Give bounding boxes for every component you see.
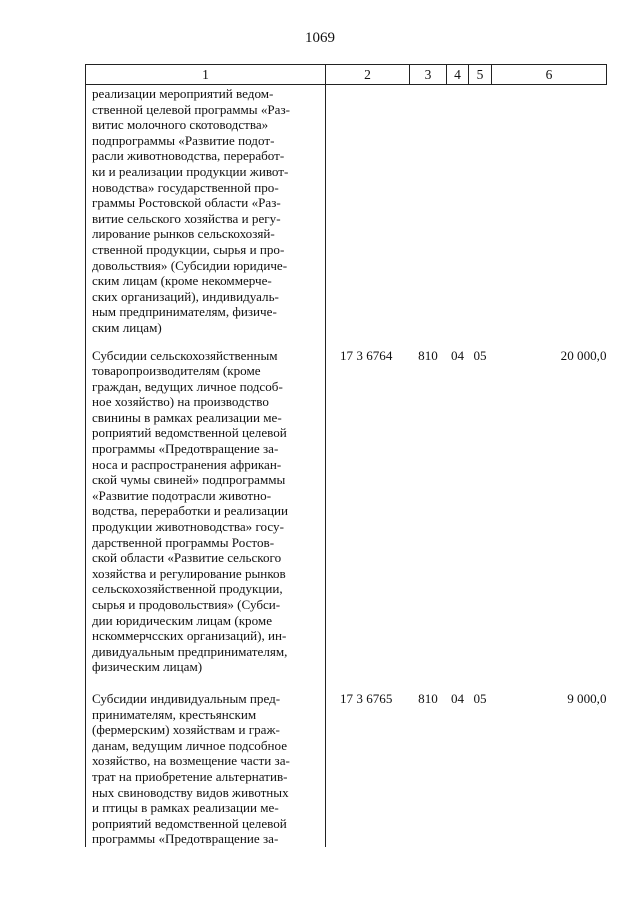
table-header-row [86, 65, 607, 85]
text-line: свинины в рамках реализации ме- [92, 409, 282, 425]
row-amount: 20 000,0 [560, 347, 607, 363]
text-line: данам, ведущим личное подсобное [92, 737, 288, 753]
text-line: Субсидии сельскохозяйственным [92, 347, 278, 363]
row-description [86, 343, 326, 686]
text-line: граммы Ростовской области «Раз- [92, 195, 281, 211]
row-description [86, 686, 326, 847]
row-subsection: 05 [473, 690, 487, 706]
text-line: продукции животноводства» госу- [92, 519, 284, 535]
header-col-5: 5 [469, 65, 492, 85]
row-expense-type: 810 [418, 690, 438, 706]
text-line: роприятий ведомственной целевой [92, 425, 287, 441]
table-row [86, 343, 607, 686]
text-line: ственной целевой программы «Раз- [92, 101, 291, 117]
table-row [86, 85, 607, 343]
text-line: ских организаций), индивидуаль- [92, 288, 279, 304]
row-section [447, 85, 469, 343]
row-section: 04 [450, 347, 465, 363]
text-line: ных свиноводству видов животных [92, 784, 289, 800]
text-line: (фермерским) хозяйствам и граж- [92, 722, 280, 738]
text-line: дии юридическим лицам (кроме [92, 612, 273, 628]
text-line: ской области «Развитие сельского [92, 550, 282, 566]
text-line: физическим лицам) [92, 659, 203, 675]
text-line: водства, переработки и реализации [92, 503, 289, 519]
text-line: новодства» государственной про- [92, 179, 279, 195]
header-col-2: 2 [326, 65, 410, 85]
text-line: лирование рынков сельскохозяй- [92, 226, 275, 242]
text-line: витие сельского хозяйства и регу- [92, 210, 281, 226]
row-amount: 9 000,0 [567, 690, 607, 706]
budget-table [85, 64, 607, 847]
row-description [86, 85, 326, 343]
text-line: сельскохозяйственной продукции, [92, 581, 283, 597]
text-line: довольствия» (Субсидии юридиче- [92, 257, 288, 273]
text-line: ственной продукции, сырья и про- [92, 241, 285, 257]
text-line: нскоммерчсских организаций), ин- [92, 628, 287, 644]
row-code: 17 3 6764 [340, 347, 393, 363]
text-line: Субсидии индивидуальным пред- [92, 690, 281, 706]
text-line: носа и распространения африкан- [92, 456, 282, 472]
row-subsection [469, 85, 492, 343]
text-line: роприятий ведомственной целевой [92, 815, 287, 831]
row-code [326, 85, 410, 343]
text-line: ской чумы свиней» подпрограммы [92, 472, 286, 488]
text-line: расли животноводства, переработ- [92, 148, 285, 164]
text-line: витис молочного скотоводства» [92, 117, 269, 133]
text-line: реализации мероприятий ведом- [92, 86, 274, 101]
text-line: и птицы в рамках реализации ме- [92, 800, 279, 816]
text-line: граждан, ведущих личное подсоб- [92, 378, 283, 394]
header-col-1: 1 [86, 65, 326, 85]
text-line: трат на приобретение альтернатив- [92, 768, 288, 784]
text-line: ное хозяйство) на производство [92, 394, 269, 410]
row-code: 17 3 6765 [340, 690, 393, 706]
text-line: программы «Предотвращение за- [92, 831, 279, 847]
header-col-4: 4 [447, 65, 469, 85]
page-number: 1069 [305, 30, 335, 46]
text-line: ским лицам (кроме некоммерче- [92, 273, 272, 289]
text-line: «Развитие подотрасли животно- [92, 487, 272, 503]
row-expense-type: 810 [418, 347, 438, 363]
text-line: программы «Предотвращение за- [92, 441, 279, 457]
text-line: подпрограммы «Развитие подот- [92, 132, 275, 148]
header-col-6: 6 [492, 65, 607, 85]
text-line: товаропроизводителям (кроме [92, 363, 261, 379]
header-col-3: 3 [410, 65, 447, 85]
text-line: принимателям, крестьянским [92, 706, 257, 722]
row-expense-type [410, 85, 447, 343]
row-amount [492, 85, 607, 343]
text-line: дивидуальным предпринимателям, [92, 643, 288, 659]
text-line: ным предпринимателям, физиче- [92, 304, 277, 320]
text-line: дарственной программы Ростов- [92, 534, 275, 550]
table-row [86, 686, 607, 847]
text-line: сырья и продовольствия» (Субси- [92, 597, 281, 612]
text-line: хозяйство, на возмещение части за- [92, 753, 290, 769]
row-subsection: 05 [473, 347, 487, 363]
row-section: 04 [450, 690, 465, 706]
text-line: ки и реализации продукции живот- [92, 163, 289, 179]
text-line: хозяйства и регулирование рынков [92, 565, 286, 581]
text-line: ским лицам) [92, 319, 162, 335]
